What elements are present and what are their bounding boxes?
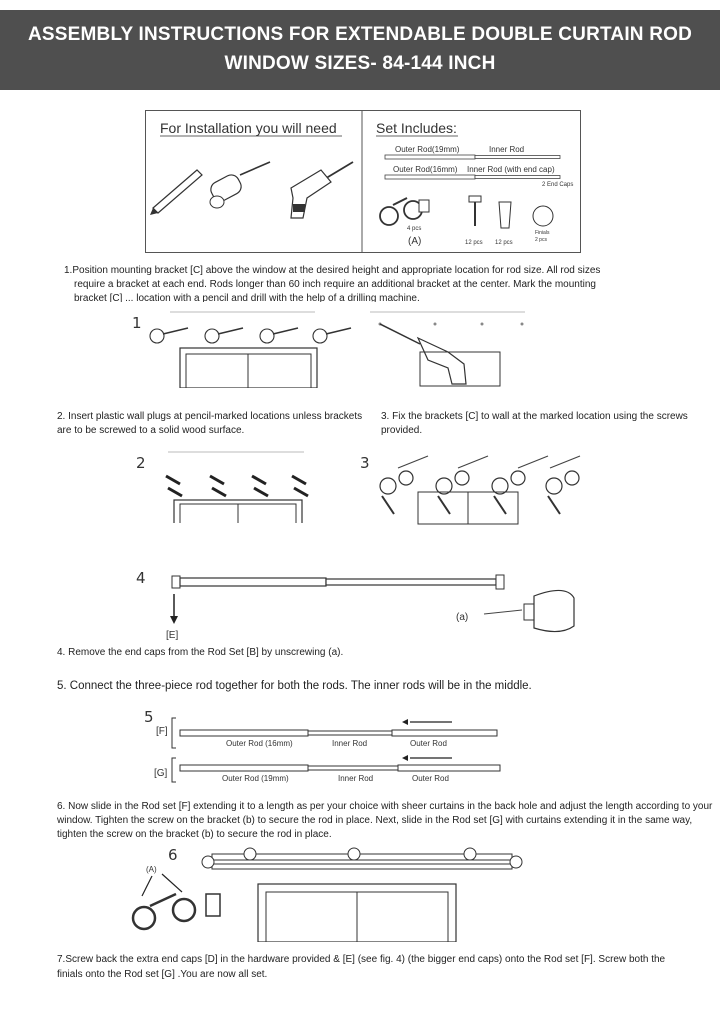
svg-text:(A): (A) xyxy=(146,865,157,874)
set-title: Set Includes: xyxy=(376,120,457,136)
title-line-2: WINDOW SIZES- 84-144 INCH xyxy=(224,53,496,74)
step-1-text: 1.Position mounting bracket [C] above the window at the desired height and appropriate location for rod size. All rod sizes require a bracket at each end. Rods longer than 60 inch require an additional bracket at the center. Mark the mounting bracket [C] ... location with a pencil and drill with the help of a drilling machine. xyxy=(64,265,601,302)
svg-text:6: 6 xyxy=(168,846,178,864)
svg-text:Outer Rod (16mm): Outer Rod (16mm) xyxy=(226,739,293,748)
svg-text:(A): (A) xyxy=(408,236,422,247)
drill-icon xyxy=(380,324,466,384)
svg-text:Outer Rod: Outer Rod xyxy=(412,774,449,783)
svg-text:Finials: Finials xyxy=(535,230,550,236)
figure-4-remove-end-caps xyxy=(134,566,584,642)
figure-6-mount-rods xyxy=(120,842,540,942)
title-banner xyxy=(0,10,720,90)
step-3-text: 3. Fix the brackets [C] to wall at the marked location using the screws provided. xyxy=(381,411,688,436)
step-6-text: 6. Now slide in the Rod set [F] extending it to a length as per your choice with sheer curtains in the back hole and adjust the length according to your window. Tighten the screw on the bracket (b) to secure the rod in place. Next, slide in the Rod set [G] with curtains extending it in the same way, tighten the screw on the bracket (b) to secure the rod in place. xyxy=(57,801,713,840)
svg-text:12 pcs: 12 pcs xyxy=(495,240,513,246)
svg-text:2 End Caps: 2 End Caps xyxy=(542,182,574,188)
svg-text:Inner Rod: Inner Rod xyxy=(338,774,374,783)
svg-text:[G]: [G] xyxy=(154,768,168,779)
end-cap-icon xyxy=(524,590,574,631)
step-5-text: 5. Connect the three-piece rod together for both the rods. The inner rods will be in the middle. xyxy=(57,680,532,692)
svg-text:Outer Rod(16mm): Outer Rod(16mm) xyxy=(393,165,458,174)
bracket-icon xyxy=(133,894,220,929)
svg-text:Outer Rod: Outer Rod xyxy=(410,739,447,748)
figure-1-marking-drilling xyxy=(130,308,530,388)
svg-text:2 pcs: 2 pcs xyxy=(535,237,547,243)
svg-text:4: 4 xyxy=(136,569,146,587)
svg-text:[E]: [E] xyxy=(166,630,179,641)
svg-text:Outer Rod(19mm): Outer Rod(19mm) xyxy=(395,145,460,154)
wall-plug-icon xyxy=(499,202,511,228)
svg-text:Inner Rod: Inner Rod xyxy=(332,739,368,748)
figure-5-connect-rods xyxy=(142,706,512,788)
svg-text:3: 3 xyxy=(360,454,370,472)
svg-text:(a): (a) xyxy=(456,612,469,623)
figure-2-wall-plugs xyxy=(134,448,314,523)
svg-text:5: 5 xyxy=(144,708,154,726)
step-2-text: 2. Insert plastic wall plugs at pencil-marked locations unless brackets are to be screwed to a solid wood surface. xyxy=(57,411,363,436)
kit-contents-figure xyxy=(145,110,581,254)
tools-title: For Installation you will need xyxy=(160,120,337,136)
svg-text:2: 2 xyxy=(136,454,146,472)
figure-3-fix-brackets xyxy=(358,448,598,526)
svg-text:[F]: [F] xyxy=(156,726,168,737)
svg-text:Inner Rod (with end cap): Inner Rod (with end cap) xyxy=(467,165,555,174)
svg-text:4 pcs: 4 pcs xyxy=(407,226,422,232)
step-4-text: 4. Remove the end caps from the Rod Set [B] by unscrewing (a). xyxy=(57,647,344,658)
svg-text:1: 1 xyxy=(132,314,142,332)
title-line-1: ASSEMBLY INSTRUCTIONS FOR EXTENDABLE DOUBLE CURTAIN ROD xyxy=(27,24,693,45)
finial-icon xyxy=(533,206,553,226)
svg-text:12 pcs: 12 pcs xyxy=(465,240,483,246)
svg-text:Inner Rod: Inner Rod xyxy=(489,145,525,154)
svg-text:Outer Rod (19mm): Outer Rod (19mm) xyxy=(222,774,289,783)
step-7-text: 7.Screw back the extra end caps [D] in the hardware provided & [E] (see fig. 4) (the bigger end caps) onto the Rod set [F]. Screw both the finials onto the Rod set [G] .You are now all set. xyxy=(57,954,666,980)
